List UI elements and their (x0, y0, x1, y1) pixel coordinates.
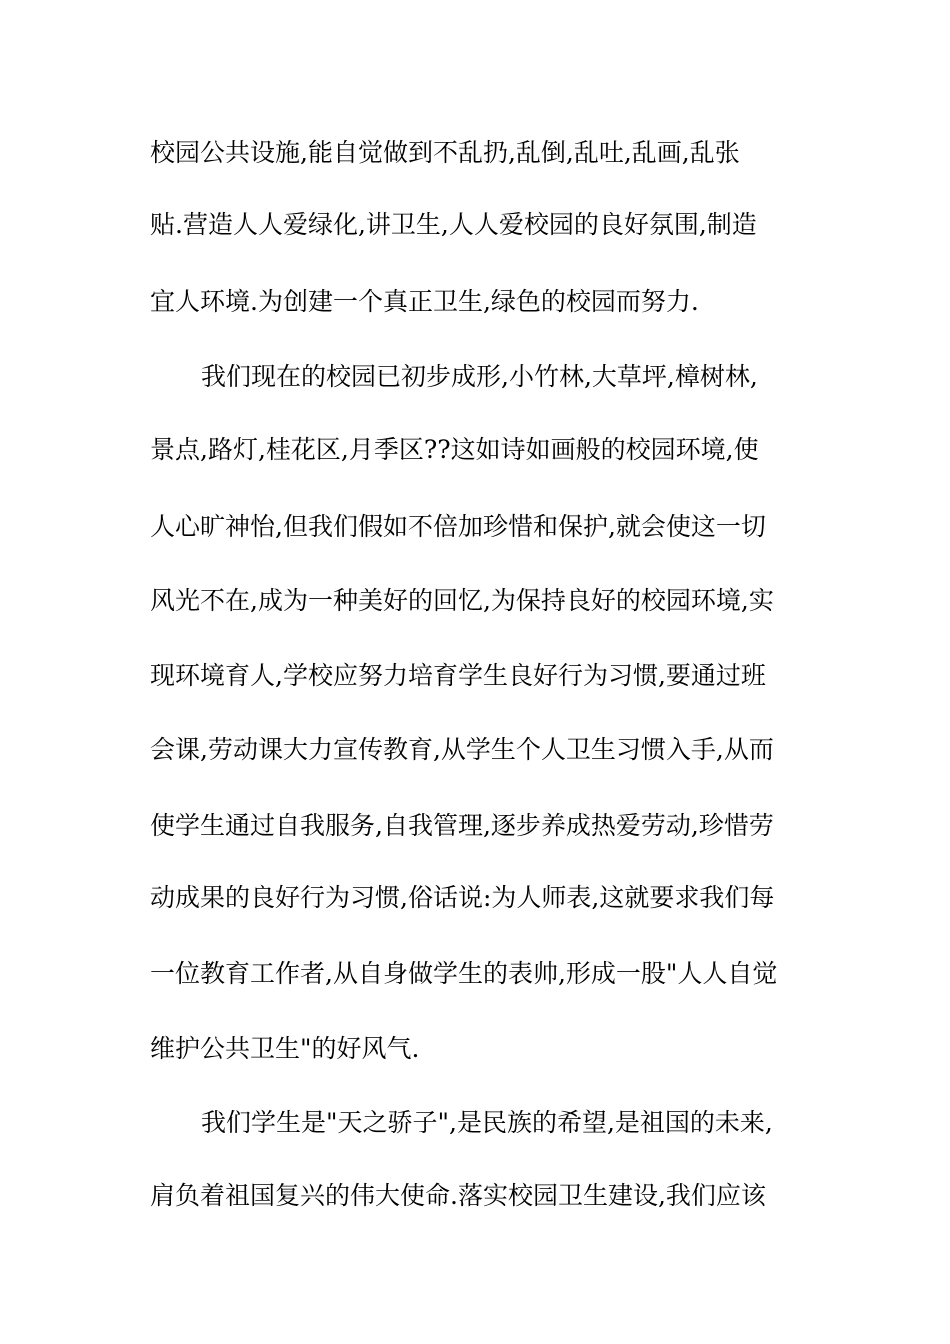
text-line: 风光不在,成为一种美好的回忆,为保持良好的校园环境,实 (150, 586, 774, 615)
text-line: 动成果的良好行为习惯,俗话说:为人师表,这就要求我们每 (150, 883, 775, 912)
paragraph-start-line: 我们现在的校园已初步成形,小竹林,大草坪,樟树林, (201, 362, 758, 391)
text-line: 现环境育人,学校应努力培育学生良好行为习惯,要通过班 (150, 661, 766, 690)
text-line: 会课,劳动课大力宣传教育,从学生个人卫生习惯入手,从而 (150, 735, 774, 764)
text-line: 使学生通过自我服务,自我管理,逐步养成热爱劳动,珍惜劳 (150, 811, 774, 840)
text-line: 宜人环境.为创建一个真正卫生,绿色的校园而努力. (150, 287, 699, 316)
text-line: 贴.营造人人爱绿化,讲卫生,人人爱校园的良好氛围,制造 (150, 210, 757, 239)
text-line: 肩负着祖国复兴的伟大使命.落实校园卫生建设,我们应该 (150, 1181, 766, 1210)
text-line: 校园公共设施,能自觉做到不乱扔,乱倒,乱吐,乱画,乱张 (150, 138, 740, 167)
paragraph-start-line: 我们学生是"天之骄子",是民族的希望,是祖国的未来, (201, 1108, 773, 1137)
text-line: 人心旷神怡,但我们假如不倍加珍惜和保护,就会使这一切 (150, 512, 766, 541)
text-line: 维护公共卫生"的好风气. (150, 1034, 420, 1063)
text-line: 景点,路灯,桂花区,月季区??这如诗如画般的校园环境,使 (150, 435, 759, 464)
text-line: 一位教育工作者,从自身做学生的表帅,形成一股"人人自觉 (150, 959, 778, 988)
